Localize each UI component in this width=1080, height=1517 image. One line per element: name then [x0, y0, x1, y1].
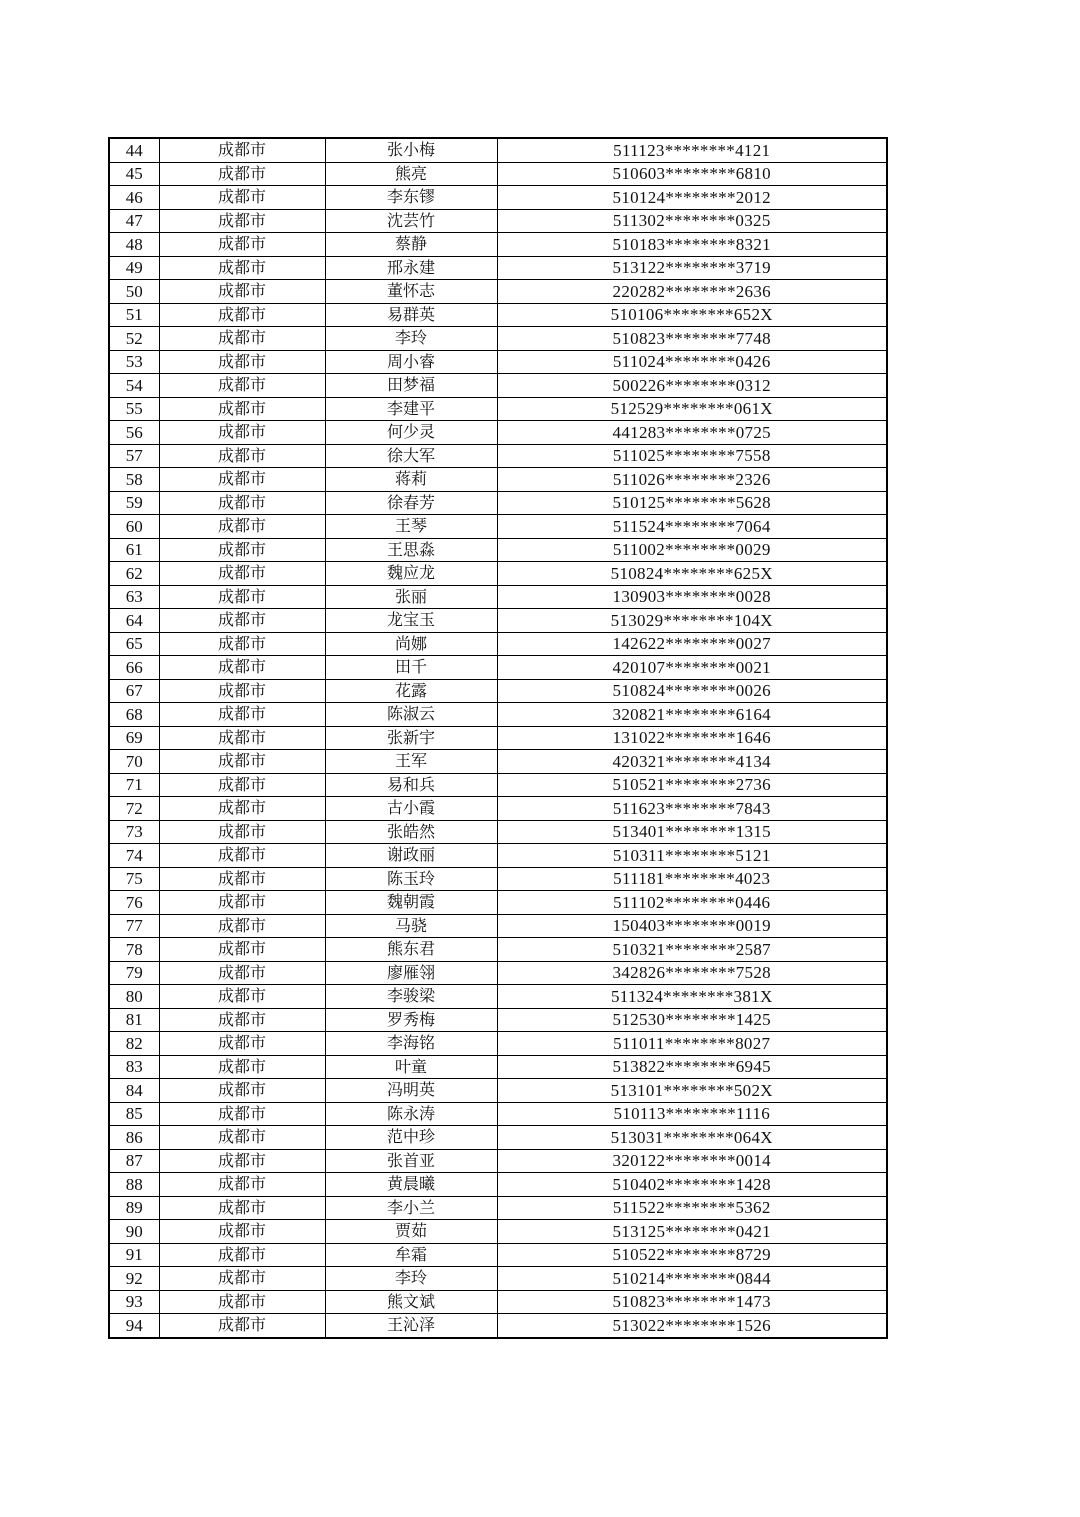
- id-number-cell: 513125********0421: [497, 1220, 887, 1244]
- row-index-cell: 45: [109, 162, 159, 186]
- id-number-cell: 513029********104X: [497, 609, 887, 633]
- id-number-cell: 511324********381X: [497, 985, 887, 1009]
- table-row: [109, 679, 887, 703]
- city-cell: 成都市: [159, 1032, 325, 1056]
- id-number-cell: 342826********7528: [497, 961, 887, 985]
- row-index-cell: 62: [109, 562, 159, 586]
- row-index-cell: 70: [109, 750, 159, 774]
- row-index-cell: 94: [109, 1314, 159, 1338]
- id-number-cell: 513022********1526: [497, 1314, 887, 1338]
- name-cell: 陈淑云: [325, 703, 497, 727]
- name-cell: 冯明英: [325, 1079, 497, 1103]
- table-row: [109, 867, 887, 891]
- city-cell: 成都市: [159, 1220, 325, 1244]
- row-index-cell: 54: [109, 374, 159, 398]
- city-cell: 成都市: [159, 750, 325, 774]
- id-number-cell: 142622********0027: [497, 632, 887, 656]
- id-number-cell: 511011********8027: [497, 1032, 887, 1056]
- city-cell: 成都市: [159, 280, 325, 304]
- id-number-cell: 441283********0725: [497, 421, 887, 445]
- row-index-cell: 92: [109, 1267, 159, 1291]
- id-number-cell: 511181********4023: [497, 867, 887, 891]
- table-row: [109, 421, 887, 445]
- table-row: [109, 515, 887, 539]
- city-cell: 成都市: [159, 1290, 325, 1314]
- row-index-cell: 56: [109, 421, 159, 445]
- name-cell: 徐春芳: [325, 491, 497, 515]
- table-row: [109, 444, 887, 468]
- name-cell: 蒋莉: [325, 468, 497, 492]
- id-number-cell: 510522********8729: [497, 1243, 887, 1267]
- row-index-cell: 44: [109, 138, 159, 162]
- name-cell: 周小睿: [325, 350, 497, 374]
- row-index-cell: 84: [109, 1079, 159, 1103]
- id-number-cell: 510124********2012: [497, 186, 887, 210]
- table-row: [109, 1173, 887, 1197]
- row-index-cell: 75: [109, 867, 159, 891]
- row-index-cell: 69: [109, 726, 159, 750]
- row-index-cell: 81: [109, 1008, 159, 1032]
- table-row: [109, 162, 887, 186]
- id-number-cell: 510183********8321: [497, 233, 887, 257]
- id-number-cell: 320821********6164: [497, 703, 887, 727]
- row-index-cell: 51: [109, 303, 159, 327]
- name-cell: 古小霞: [325, 797, 497, 821]
- city-cell: 成都市: [159, 1126, 325, 1150]
- name-cell: 徐大军: [325, 444, 497, 468]
- row-index-cell: 91: [109, 1243, 159, 1267]
- table-row: [109, 397, 887, 421]
- city-cell: 成都市: [159, 444, 325, 468]
- city-cell: 成都市: [159, 1267, 325, 1291]
- id-number-cell: 511026********2326: [497, 468, 887, 492]
- row-index-cell: 57: [109, 444, 159, 468]
- table-row: [109, 256, 887, 280]
- city-cell: 成都市: [159, 138, 325, 162]
- table-row: [109, 350, 887, 374]
- table-row: [109, 562, 887, 586]
- row-index-cell: 90: [109, 1220, 159, 1244]
- table-row: [109, 1314, 887, 1338]
- city-cell: 成都市: [159, 797, 325, 821]
- city-cell: 成都市: [159, 985, 325, 1009]
- city-cell: 成都市: [159, 515, 325, 539]
- city-cell: 成都市: [159, 820, 325, 844]
- city-cell: 成都市: [159, 1149, 325, 1173]
- id-number-cell: 510214********0844: [497, 1267, 887, 1291]
- city-cell: 成都市: [159, 209, 325, 233]
- row-index-cell: 80: [109, 985, 159, 1009]
- name-cell: 贾茹: [325, 1220, 497, 1244]
- table-row: [109, 1102, 887, 1126]
- city-cell: 成都市: [159, 679, 325, 703]
- row-index-cell: 64: [109, 609, 159, 633]
- name-cell: 熊东君: [325, 938, 497, 962]
- city-cell: 成都市: [159, 468, 325, 492]
- city-cell: 成都市: [159, 891, 325, 915]
- name-cell: 牟霜: [325, 1243, 497, 1267]
- table-row: [109, 844, 887, 868]
- city-cell: 成都市: [159, 256, 325, 280]
- name-cell: 廖雁翎: [325, 961, 497, 985]
- row-index-cell: 50: [109, 280, 159, 304]
- id-number-cell: 510113********1116: [497, 1102, 887, 1126]
- id-number-cell: 220282********2636: [497, 280, 887, 304]
- name-cell: 王琴: [325, 515, 497, 539]
- city-cell: 成都市: [159, 914, 325, 938]
- id-number-cell: 510321********2587: [497, 938, 887, 962]
- row-index-cell: 63: [109, 585, 159, 609]
- city-cell: 成都市: [159, 938, 325, 962]
- city-cell: 成都市: [159, 421, 325, 445]
- city-cell: 成都市: [159, 1102, 325, 1126]
- id-number-cell: 500226********0312: [497, 374, 887, 398]
- name-cell: 易和兵: [325, 773, 497, 797]
- name-cell: 谢政丽: [325, 844, 497, 868]
- table-row: [109, 209, 887, 233]
- name-cell: 龙宝玉: [325, 609, 497, 633]
- name-cell: 李建平: [325, 397, 497, 421]
- table-row: [109, 1267, 887, 1291]
- table-row: [109, 609, 887, 633]
- row-index-cell: 48: [109, 233, 159, 257]
- city-cell: 成都市: [159, 1196, 325, 1220]
- roster-table-body: [109, 138, 887, 1338]
- name-cell: 范中珍: [325, 1126, 497, 1150]
- name-cell: 李海铭: [325, 1032, 497, 1056]
- id-number-cell: 511123********4121: [497, 138, 887, 162]
- row-index-cell: 89: [109, 1196, 159, 1220]
- table-row: [109, 327, 887, 351]
- city-cell: 成都市: [159, 632, 325, 656]
- city-cell: 成都市: [159, 186, 325, 210]
- id-number-cell: 511302********0325: [497, 209, 887, 233]
- name-cell: 李东镠: [325, 186, 497, 210]
- name-cell: 王思淼: [325, 538, 497, 562]
- row-index-cell: 93: [109, 1290, 159, 1314]
- table-row: [109, 632, 887, 656]
- city-cell: 成都市: [159, 844, 325, 868]
- city-cell: 成都市: [159, 1243, 325, 1267]
- name-cell: 何少灵: [325, 421, 497, 445]
- row-index-cell: 60: [109, 515, 159, 539]
- name-cell: 熊亮: [325, 162, 497, 186]
- table-row: [109, 138, 887, 162]
- name-cell: 张皓然: [325, 820, 497, 844]
- id-number-cell: 420321********4134: [497, 750, 887, 774]
- table-row: [109, 985, 887, 1009]
- city-cell: 成都市: [159, 726, 325, 750]
- id-number-cell: 513031********064X: [497, 1126, 887, 1150]
- name-cell: 沈芸竹: [325, 209, 497, 233]
- id-number-cell: 510311********5121: [497, 844, 887, 868]
- table-row: [109, 538, 887, 562]
- name-cell: 董怀志: [325, 280, 497, 304]
- row-index-cell: 74: [109, 844, 159, 868]
- city-cell: 成都市: [159, 703, 325, 727]
- table-row: [109, 726, 887, 750]
- name-cell: 田梦福: [325, 374, 497, 398]
- name-cell: 张新宇: [325, 726, 497, 750]
- row-index-cell: 59: [109, 491, 159, 515]
- table-row: [109, 891, 887, 915]
- name-cell: 陈玉玲: [325, 867, 497, 891]
- table-row: [109, 1220, 887, 1244]
- name-cell: 蔡静: [325, 233, 497, 257]
- table-row: [109, 1290, 887, 1314]
- city-cell: 成都市: [159, 374, 325, 398]
- id-number-cell: 513822********6945: [497, 1055, 887, 1079]
- row-index-cell: 53: [109, 350, 159, 374]
- row-index-cell: 88: [109, 1173, 159, 1197]
- table-row: [109, 303, 887, 327]
- table-row: [109, 703, 887, 727]
- name-cell: 李小兰: [325, 1196, 497, 1220]
- id-number-cell: 512530********1425: [497, 1008, 887, 1032]
- city-cell: 成都市: [159, 609, 325, 633]
- id-number-cell: 511025********7558: [497, 444, 887, 468]
- row-index-cell: 83: [109, 1055, 159, 1079]
- city-cell: 成都市: [159, 538, 325, 562]
- id-number-cell: 511002********0029: [497, 538, 887, 562]
- row-index-cell: 52: [109, 327, 159, 351]
- row-index-cell: 67: [109, 679, 159, 703]
- row-index-cell: 71: [109, 773, 159, 797]
- row-index-cell: 66: [109, 656, 159, 680]
- name-cell: 花露: [325, 679, 497, 703]
- name-cell: 熊文斌: [325, 1290, 497, 1314]
- name-cell: 邢永建: [325, 256, 497, 280]
- city-cell: 成都市: [159, 327, 325, 351]
- name-cell: 易群英: [325, 303, 497, 327]
- id-number-cell: 511102********0446: [497, 891, 887, 915]
- row-index-cell: 82: [109, 1032, 159, 1056]
- table-row: [109, 1149, 887, 1173]
- row-index-cell: 61: [109, 538, 159, 562]
- id-number-cell: 510823********7748: [497, 327, 887, 351]
- name-cell: 罗秀梅: [325, 1008, 497, 1032]
- name-cell: 李骏梁: [325, 985, 497, 1009]
- city-cell: 成都市: [159, 303, 325, 327]
- id-number-cell: 131022********1646: [497, 726, 887, 750]
- name-cell: 王沁泽: [325, 1314, 497, 1338]
- city-cell: 成都市: [159, 1055, 325, 1079]
- table-row: [109, 1008, 887, 1032]
- name-cell: 马骁: [325, 914, 497, 938]
- id-number-cell: 511623********7843: [497, 797, 887, 821]
- id-number-cell: 510106********652X: [497, 303, 887, 327]
- table-row: [109, 186, 887, 210]
- id-number-cell: 511522********5362: [497, 1196, 887, 1220]
- id-number-cell: 420107********0021: [497, 656, 887, 680]
- name-cell: 张首亚: [325, 1149, 497, 1173]
- id-number-cell: 510824********625X: [497, 562, 887, 586]
- table-row: [109, 468, 887, 492]
- city-cell: 成都市: [159, 867, 325, 891]
- id-number-cell: 320122********0014: [497, 1149, 887, 1173]
- table-row: [109, 374, 887, 398]
- city-cell: 成都市: [159, 491, 325, 515]
- city-cell: 成都市: [159, 1314, 325, 1338]
- id-number-cell: 510824********0026: [497, 679, 887, 703]
- roster-table: [108, 137, 888, 1339]
- name-cell: 李玲: [325, 327, 497, 351]
- name-cell: 陈永涛: [325, 1102, 497, 1126]
- id-number-cell: 513401********1315: [497, 820, 887, 844]
- city-cell: 成都市: [159, 656, 325, 680]
- name-cell: 尚娜: [325, 632, 497, 656]
- table-row: [109, 773, 887, 797]
- name-cell: 张小梅: [325, 138, 497, 162]
- city-cell: 成都市: [159, 162, 325, 186]
- table-row: [109, 797, 887, 821]
- name-cell: 魏朝霞: [325, 891, 497, 915]
- table-row: [109, 961, 887, 985]
- row-index-cell: 49: [109, 256, 159, 280]
- row-index-cell: 86: [109, 1126, 159, 1150]
- table-row: [109, 1126, 887, 1150]
- city-cell: 成都市: [159, 1079, 325, 1103]
- id-number-cell: 130903********0028: [497, 585, 887, 609]
- id-number-cell: 511024********0426: [497, 350, 887, 374]
- table-row: [109, 1055, 887, 1079]
- name-cell: 张丽: [325, 585, 497, 609]
- row-index-cell: 65: [109, 632, 159, 656]
- id-number-cell: 510823********1473: [497, 1290, 887, 1314]
- table-row: [109, 1196, 887, 1220]
- table-row: [109, 656, 887, 680]
- row-index-cell: 78: [109, 938, 159, 962]
- id-number-cell: 510603********6810: [497, 162, 887, 186]
- name-cell: 王军: [325, 750, 497, 774]
- row-index-cell: 76: [109, 891, 159, 915]
- table-row: [109, 820, 887, 844]
- table-row: [109, 233, 887, 257]
- table-row: [109, 585, 887, 609]
- city-cell: 成都市: [159, 773, 325, 797]
- id-number-cell: 513122********3719: [497, 256, 887, 280]
- table-row: [109, 1079, 887, 1103]
- city-cell: 成都市: [159, 562, 325, 586]
- id-number-cell: 150403********0019: [497, 914, 887, 938]
- row-index-cell: 85: [109, 1102, 159, 1126]
- table-row: [109, 491, 887, 515]
- row-index-cell: 68: [109, 703, 159, 727]
- row-index-cell: 77: [109, 914, 159, 938]
- row-index-cell: 58: [109, 468, 159, 492]
- row-index-cell: 79: [109, 961, 159, 985]
- id-number-cell: 511524********7064: [497, 515, 887, 539]
- row-index-cell: 73: [109, 820, 159, 844]
- city-cell: 成都市: [159, 585, 325, 609]
- name-cell: 黄晨曦: [325, 1173, 497, 1197]
- table-row: [109, 938, 887, 962]
- id-number-cell: 510125********5628: [497, 491, 887, 515]
- row-index-cell: 55: [109, 397, 159, 421]
- id-number-cell: 510521********2736: [497, 773, 887, 797]
- city-cell: 成都市: [159, 1173, 325, 1197]
- table-row: [109, 1243, 887, 1267]
- table-row: [109, 750, 887, 774]
- city-cell: 成都市: [159, 1008, 325, 1032]
- id-number-cell: 512529********061X: [497, 397, 887, 421]
- id-number-cell: 510402********1428: [497, 1173, 887, 1197]
- id-number-cell: 513101********502X: [497, 1079, 887, 1103]
- city-cell: 成都市: [159, 233, 325, 257]
- table-row: [109, 1032, 887, 1056]
- name-cell: 李玲: [325, 1267, 497, 1291]
- row-index-cell: 87: [109, 1149, 159, 1173]
- city-cell: 成都市: [159, 397, 325, 421]
- city-cell: 成都市: [159, 350, 325, 374]
- row-index-cell: 72: [109, 797, 159, 821]
- name-cell: 魏应龙: [325, 562, 497, 586]
- table-row: [109, 914, 887, 938]
- row-index-cell: 47: [109, 209, 159, 233]
- row-index-cell: 46: [109, 186, 159, 210]
- table-row: [109, 280, 887, 304]
- city-cell: 成都市: [159, 961, 325, 985]
- name-cell: 叶童: [325, 1055, 497, 1079]
- name-cell: 田千: [325, 656, 497, 680]
